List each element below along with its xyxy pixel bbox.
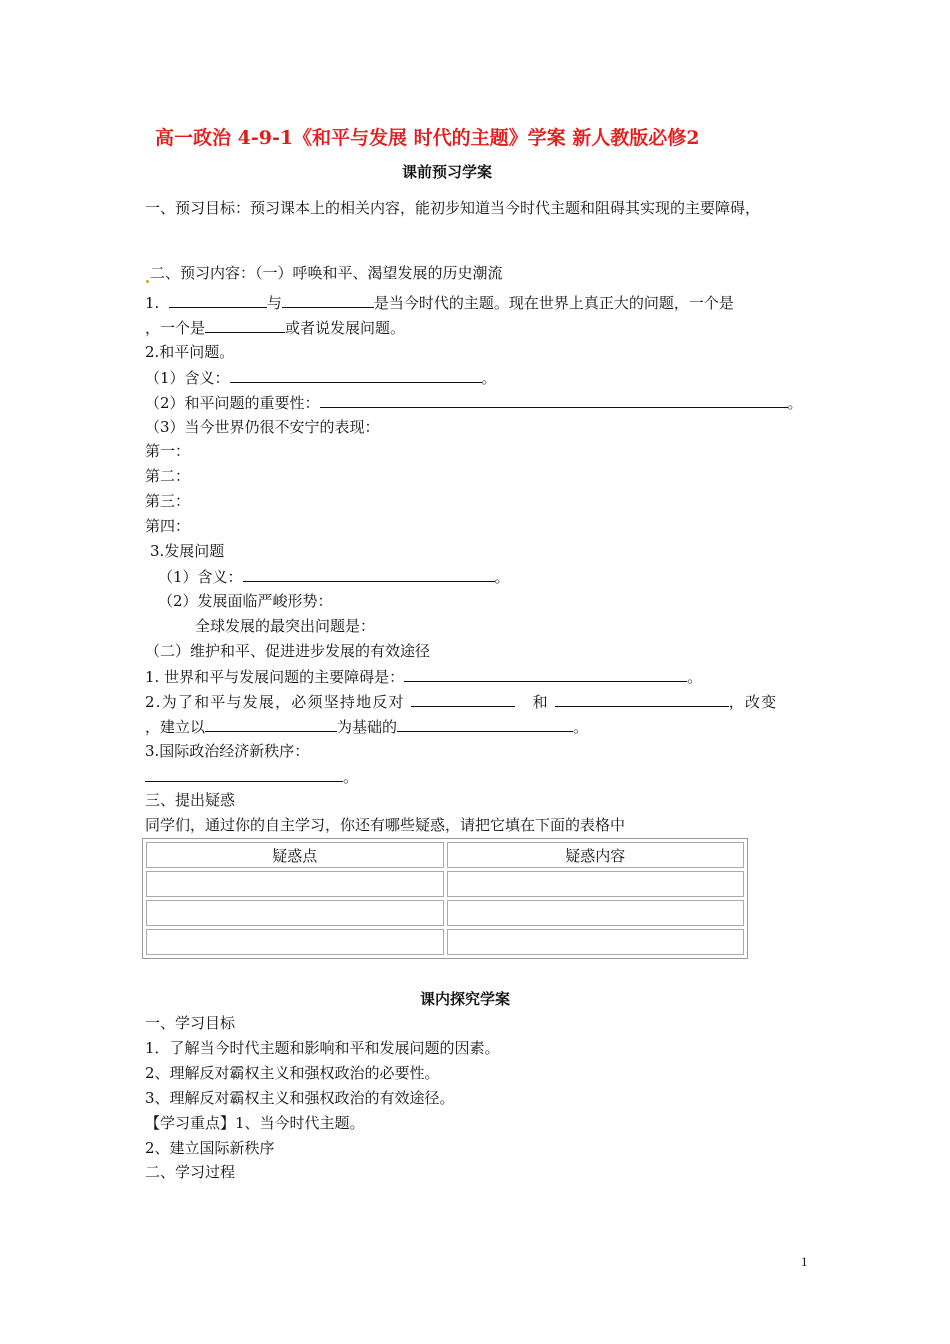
q2-p1-end: 。 (481, 369, 497, 387)
q2-p1 (145, 367, 497, 388)
q2-p3: （3）当今世界仍很不安宁的表现： (145, 418, 380, 436)
question-1 (145, 292, 734, 313)
way-2-line2 (145, 716, 588, 737)
section-heading-preview: 课前预习学案 (402, 163, 493, 181)
w2-line2b: 为基础的 (337, 718, 398, 736)
study-item-2: 2、理解反对霸权主义和强权政治的必要性。 (145, 1064, 440, 1082)
w2-end: ，改变 (728, 693, 778, 711)
table-row (146, 871, 744, 897)
table-cell[interactable] (447, 871, 745, 897)
blank[interactable] (320, 392, 788, 408)
blank[interactable] (555, 691, 729, 707)
blank[interactable] (145, 766, 343, 782)
q3-p2: （2）发展面临严峻形势： (158, 592, 333, 610)
w2-and: 和 (532, 693, 549, 711)
item-4: 第四： (145, 517, 191, 535)
w2-line2a: ，建立以 (145, 718, 206, 736)
study-item-1: 1．了解当今时代主题和影响和平和发展问题的因素。 (145, 1039, 500, 1057)
blank[interactable] (169, 292, 267, 308)
q3-p1-end: 。 (494, 568, 510, 586)
doubt-heading: 三、提出疑惑 (145, 791, 236, 809)
w2-text: 2.为了和平与发展，必须坚持地反对 (145, 693, 405, 711)
study-item-3: 3、理解反对霸权主义和强权政治的有效途径。 (145, 1089, 455, 1107)
way-3-line2 (145, 766, 358, 787)
blank[interactable] (243, 566, 495, 582)
table-row (146, 929, 744, 955)
item-2: 第二： (145, 467, 191, 485)
item-1: 第一： (145, 442, 191, 460)
study-heading: 一、学习目标 (145, 1014, 236, 1032)
study-process: 二、学习过程 (145, 1163, 236, 1181)
doubt-intro: 同学们，通过你的自主学习，你还有哪些疑惑，请把它填在下面的表格中 (145, 816, 626, 834)
table-header-row (146, 842, 744, 868)
blank[interactable] (397, 716, 573, 732)
page-title: 高一政治 4-9-1《和平与发展 时代的主题》学案 新人教版必修2 (155, 127, 700, 149)
study-key-2: 2、建立国际新秩序 (145, 1139, 275, 1157)
q3-p3: 全球发展的最突出问题是： (195, 617, 376, 635)
table-cell[interactable] (447, 929, 745, 955)
blank[interactable] (404, 666, 687, 682)
doubt-table (142, 838, 748, 959)
q1-mid1: 与 (266, 294, 282, 312)
marker-dot (146, 280, 149, 283)
q3-heading: 3.发展问题 (150, 542, 225, 560)
question-1-line2 (145, 317, 405, 338)
q1-line2b: 或者说发展问题。 (285, 319, 406, 337)
way-2 (145, 691, 777, 712)
q3-p1-label: （1）含义： (158, 568, 243, 586)
way-1 (145, 666, 702, 687)
w2-line2c: 。 (573, 718, 589, 736)
preview-goal: 一、预习目标：预习课本上的相关内容，能初步知道当今时代主题和阻碍其实现的主要障碍， (145, 199, 761, 217)
blank[interactable] (230, 367, 482, 383)
q3-p1 (158, 566, 510, 587)
study-key: 【学习重点】1、当今时代主题。 (145, 1114, 365, 1132)
way-3: 3.国际政治经济新秩序： (145, 742, 310, 760)
table-row (146, 900, 744, 926)
section-heading-inclass: 课内探究学案 (420, 990, 511, 1008)
blank[interactable] (411, 691, 515, 707)
blank[interactable] (205, 317, 285, 333)
q2-heading: 2.和平问题。 (145, 343, 235, 361)
item-3: 第三： (145, 492, 191, 510)
q2-p2-end: 。 (787, 394, 803, 412)
w1-text: 1. 世界和平与发展问题的主要障碍是： (145, 668, 405, 686)
page-number: 1 (801, 1254, 808, 1269)
preview-content-text: 二、预习内容：（一）呼唤和平、渴望发展的历史潮流 (150, 264, 503, 282)
table-header-point: 疑惑点 (146, 842, 444, 868)
preview-content-heading (145, 263, 503, 283)
w1-end: 。 (687, 668, 703, 686)
blank[interactable] (205, 716, 337, 732)
q2-p2 (145, 392, 803, 413)
q2-p2-label: （2）和平问题的重要性： (145, 394, 320, 412)
part2-heading: （二）维护和平、促进进步发展的有效途径 (145, 642, 431, 660)
table-cell[interactable] (447, 900, 745, 926)
blank[interactable] (282, 292, 374, 308)
q1-mid2: 是当今时代的主题。现在世界上真正大的问题，一个是 (373, 294, 734, 312)
q1-line2a: ，一个是 (145, 319, 206, 337)
w3-end: 。 (343, 768, 359, 786)
q2-p1-label: （1）含义： (145, 369, 230, 387)
q1-prefix: 1. (145, 294, 160, 312)
table-header-content: 疑惑内容 (447, 842, 745, 868)
table-cell[interactable] (146, 929, 444, 955)
table-cell[interactable] (146, 871, 444, 897)
table-cell[interactable] (146, 900, 444, 926)
